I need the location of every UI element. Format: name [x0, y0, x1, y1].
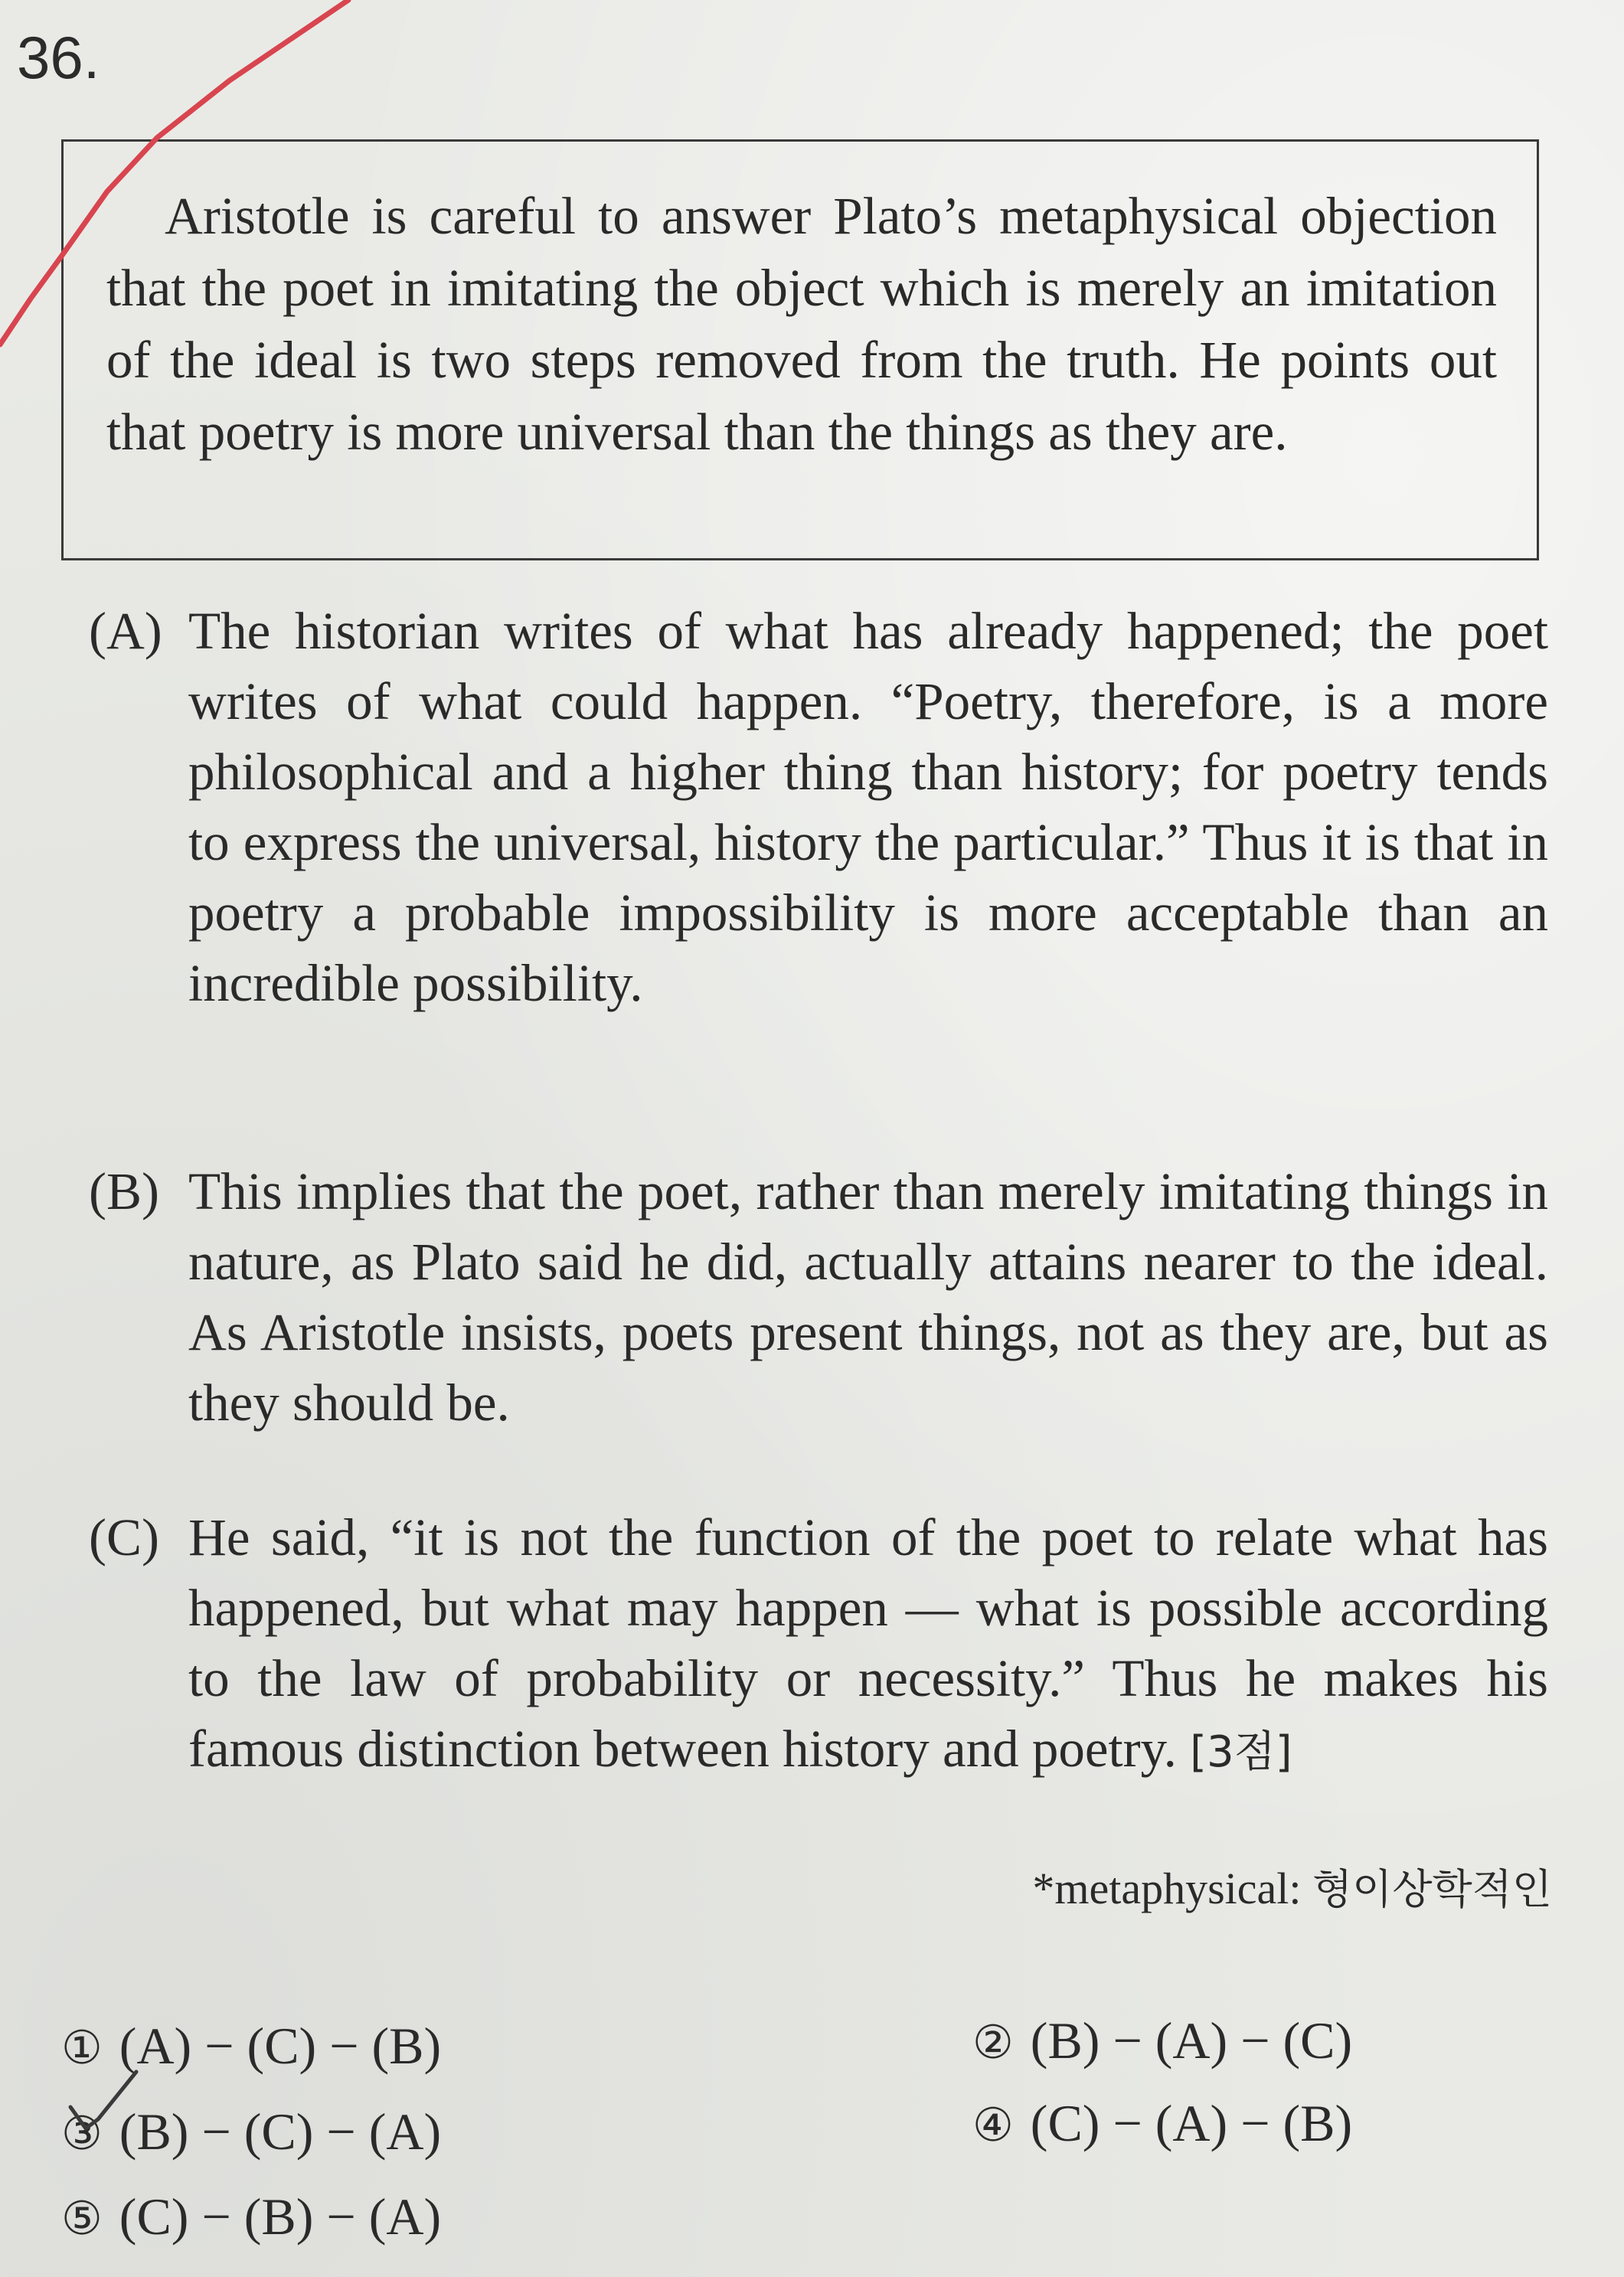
- points-badge: [3점]: [1190, 1727, 1292, 1777]
- paragraph-c-text: He said, “it is not the function of the poet to relate what has happened, but what may happen — what is possible according to the law of probability or necessity.” Thus he makes his famous distinction between history and poetry.: [188, 1508, 1548, 1778]
- paragraph-c-body: [188, 1502, 1548, 1788]
- choice-text-1: (A) − (C) − (B): [119, 2017, 442, 2075]
- choice-number-5: ⑤: [61, 2192, 103, 2246]
- paragraph-a-text: The historian writes of what has already happened; the poet writes of what could happen. “Poetry, therefore, is a more philosophical and a higher thing than history; for poetry tends to express the universal, history the particular.” Thus it is that in poetry a probable impossibility is more acceptable than an incredible possibility.: [188, 602, 1548, 1012]
- paragraph-c: [89, 1502, 1548, 1788]
- choice-number-3: ③: [61, 2107, 103, 2161]
- paragraph-b-label: (B): [89, 1162, 159, 1220]
- footnote-term: *metaphysical:: [1032, 1864, 1302, 1913]
- paragraph-c-label: (C): [89, 1508, 159, 1566]
- answer-choice-1[interactable]: [61, 2015, 441, 2079]
- choice-number-4: ④: [972, 2099, 1014, 2152]
- footnote: [1032, 1857, 1552, 1916]
- given-passage-text: Aristotle is careful to answer Plato’s metaphysical objection that the poet in imitating the object which is merely an imitation of the ideal is two steps removed from the truth. He points out that poetry is more universal than the things as they are.: [106, 187, 1497, 461]
- paragraph-a-label: (A): [89, 602, 162, 660]
- choice-text-5: (C) − (B) − (A): [119, 2187, 442, 2246]
- answer-choice-3[interactable]: [61, 2101, 441, 2164]
- question-number: 36.: [17, 24, 100, 91]
- answer-choice-5[interactable]: [61, 2186, 441, 2249]
- choice-text-3: (B) − (C) − (A): [119, 2102, 442, 2161]
- choice-number-2: ②: [972, 2016, 1014, 2070]
- paragraph-b: [89, 1156, 1548, 1438]
- choice-number-1: ①: [61, 2021, 103, 2075]
- paragraph-b-text: This implies that the poet, rather than merely imitating things in nature, as Plato said he did, actually attains nearer to the ideal. As Aristotle insists, poets present things, not as they are, but as they should be.: [188, 1162, 1548, 1432]
- choice-text-4: (C) − (A) − (B): [1030, 2094, 1353, 2152]
- paragraph-a: [89, 596, 1548, 1018]
- choice-text-2: (B) − (A) − (C): [1030, 2011, 1353, 2070]
- given-passage-box: [61, 139, 1539, 560]
- answer-choice-4[interactable]: [972, 2092, 1352, 2156]
- footnote-meaning: 형이상학적인: [1312, 1865, 1552, 1913]
- answer-choice-2[interactable]: [972, 2010, 1352, 2073]
